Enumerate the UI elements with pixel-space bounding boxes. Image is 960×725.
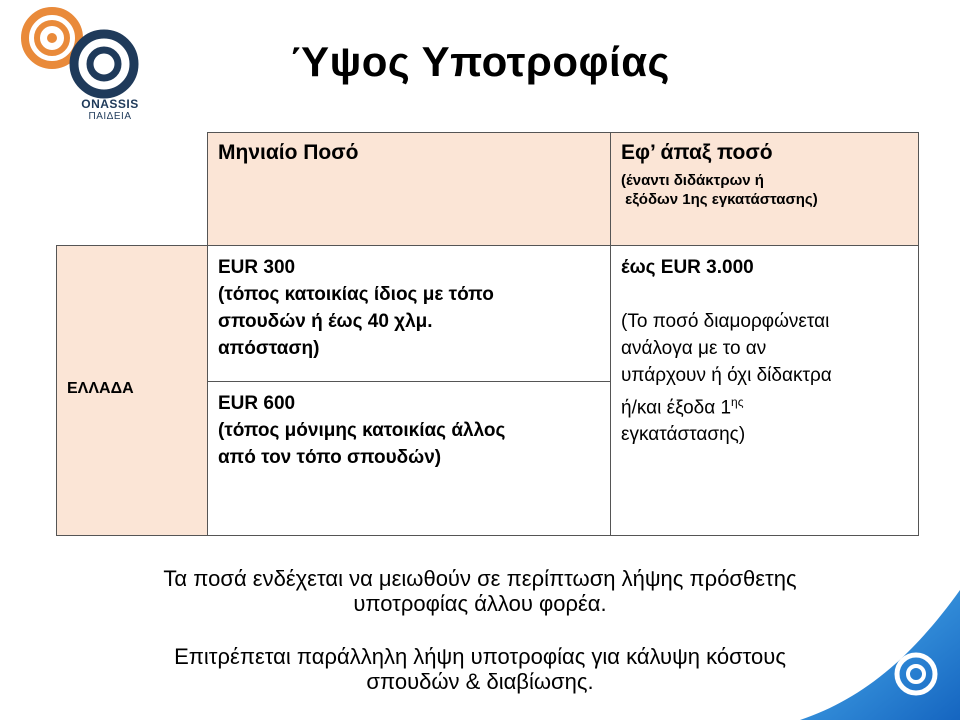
header-monthly-cell [207,132,611,246]
lump-cell [610,245,919,536]
amount2-line: (τόπος μόνιμης κατοικίας άλλος [218,420,506,441]
corner-swoosh-icon [800,590,960,720]
amount1-line: (τόπος κατοικίας ίδιος με τόπο [218,284,494,305]
note-line: Τα ποσά ενδέχεται να μειωθούν σε περίπτωση λήψης πρόσθετης [163,566,797,591]
lump-superscript: ης [731,395,744,409]
note-line: σπουδών & διαβίωσης. [366,669,594,694]
header-lump-subtitle: (έναντι διδάκτρων ή εξόδων 1ης εγκατάστασης) [621,172,818,208]
page-title: Ύψος Υποτροφίας [290,38,670,85]
amount2-value: EUR 600 [218,393,296,414]
amount1-value: EUR 300 [218,257,296,278]
amount1-line: σπουδών ή έως 40 χλμ. [218,311,433,332]
logo-subtitle: ΠΑΙΔΕΙΑ [88,111,132,122]
lump-last-line: εγκατάστασης) [621,424,746,446]
lump-line: (Το ποσό διαμορφώνεται [621,311,830,332]
amount2-cell [207,381,611,536]
amount1-line: απόσταση) [218,338,320,359]
country-cell [56,245,208,536]
lump-line-with-sup [621,389,908,421]
note-line: υποτροφίας άλλου φορέα. [353,591,607,616]
lump-line: ανάλογα με το αν [621,338,767,359]
amount2-line: από τον τόπο σπουδών) [218,447,442,468]
note-line: Επιτρέπεται παράλληλη λήψη υποτροφίας για κάλυψη κόστους [174,644,786,669]
header-lump-cell [610,132,919,246]
amount1-cell [207,245,611,382]
logo-name: ONASSIS [81,97,139,111]
header-lump: Εφ’ άπαξ ποσό [621,141,773,164]
header-monthly: Μηνιαίο Ποσό [218,141,359,164]
lump-line: υπάρχουν ή όχι δίδακτρα [621,365,832,386]
lump-line: ή/και έξοδα 1 [621,397,732,419]
lump-value: έως EUR 3.000 [621,257,754,278]
corner-decoration [800,590,960,720]
country-label: ΕΛΛΑΔΑ [67,380,134,397]
